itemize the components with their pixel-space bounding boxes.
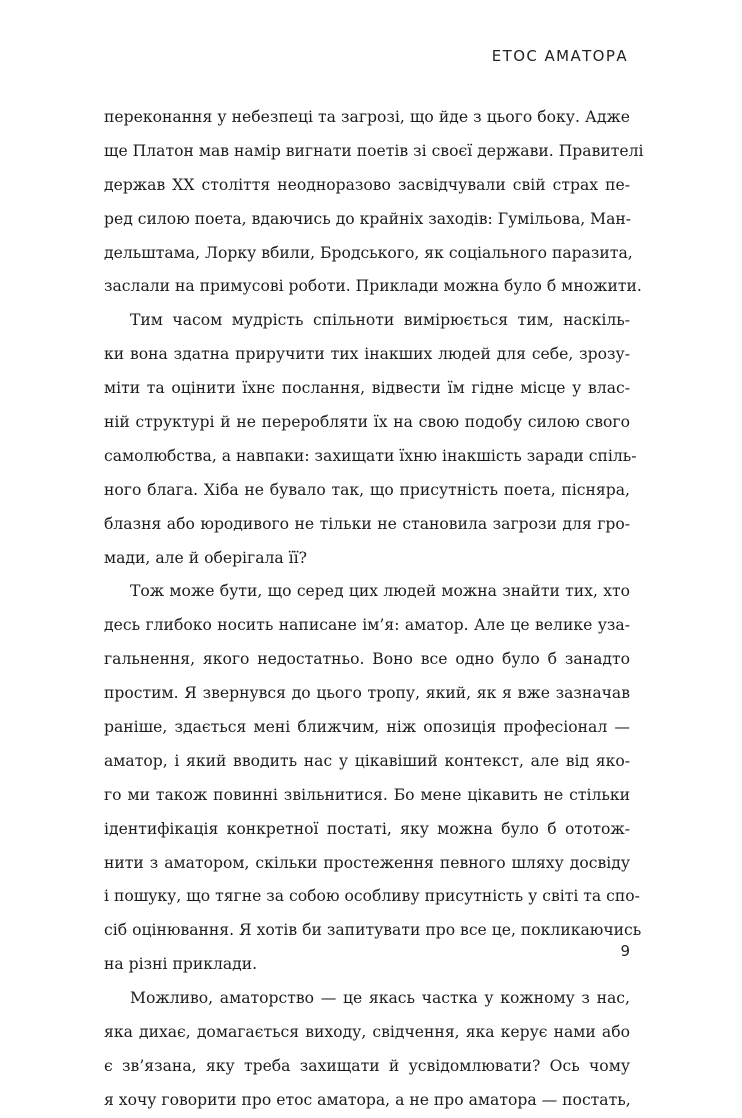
text-line: раніше, здається мені ближчим, ніж опозиція професіонал —: [104, 718, 630, 737]
page-number: 9: [620, 942, 630, 960]
text-line: на різні приклади.: [104, 955, 258, 974]
text-line: міти та оцінити їхнє послання, відвести їм гідне місце у влас-: [104, 379, 630, 398]
text-line: заслали на примусові роботи. Приклади можна було б множити.: [104, 277, 642, 296]
text-line: ред силою поета, вдаючись до крайніх заходів: Гумільова, Ман-: [104, 209, 632, 228]
text-line: десь глибоко носить написане ім’я: аматор. Але це велике уза-: [104, 616, 630, 635]
text-line: ки вона здатна приручити тих інакших людей для себе, зрозу-: [104, 345, 630, 364]
text-line: яка дихає, домагається виходу, свідчення, яка керує нами або: [104, 1023, 630, 1042]
text-line: ній структурі й не переробляти їх на свою подобу силою свого: [104, 413, 630, 432]
text-line: Тож може бути, що серед цих людей можна знайти тих, хто: [130, 582, 630, 601]
text-line: держав XX століття неодноразово засвідчували свій страх пе-: [104, 175, 630, 194]
text-line: ідентифікація конкретної постаті, яку можна було б ототож-: [104, 819, 630, 838]
text-line: Можливо, аматорство — це якась частка у кожному з нас,: [130, 989, 630, 1008]
text-line: і пошуку, що тягне за собою особливу присутність у світі та спо-: [104, 887, 640, 906]
text-line: гальнення, якого недостатньо. Воно все одно було б занадто: [104, 650, 630, 669]
text-line: го ми також повинні звільнитися. Бо мене цікавить не стільки: [104, 785, 630, 804]
text-line: ще Платон мав намір вигнати поетів зі своєї держави. Правителі: [104, 141, 644, 160]
body-text: [104, 101, 644, 1118]
text-line: сіб оцінювання. Я хотів би запитувати про все це, покликаючись: [104, 921, 642, 940]
text-line: дельштама, Лорку вбили, Бродського, як соціального паразита,: [104, 243, 633, 262]
text-line: нити з аматором, скільки простеження певного шляху досвіду: [104, 853, 630, 872]
text-line: Тим часом мудрість спільноти вимірюється тим, наскіль-: [130, 311, 630, 330]
text-line: самолюбства, а навпаки: захищати їхню інакшість заради спіль-: [104, 446, 637, 465]
text-line: ного блага. Хіба не бувало так, що присутність поета, пісняра,: [104, 480, 630, 499]
text-line: переконання у небезпеці та загрозі, що йде з цього боку. Адже: [104, 108, 630, 126]
text-line: простим. Я звернувся до цього тропу, який, як я вже зазначав: [104, 684, 630, 703]
running-head: ЕТОС АМАТОРА: [491, 47, 628, 65]
text-line: є зв’язана, яку треба захищати й усвідомлювати? Ось чому: [104, 1056, 630, 1075]
text-line: мади, але й оберігала її?: [104, 548, 308, 567]
text-line: блазня або юродивого не тільки не становила загрози для гро-: [104, 514, 630, 533]
text-line: я хочу говорити про етос аматора, а не про аматора — постать,: [104, 1090, 631, 1109]
text-line: аматор, і який вводить нас у цікавіший контекст, але від яко-: [104, 751, 630, 770]
